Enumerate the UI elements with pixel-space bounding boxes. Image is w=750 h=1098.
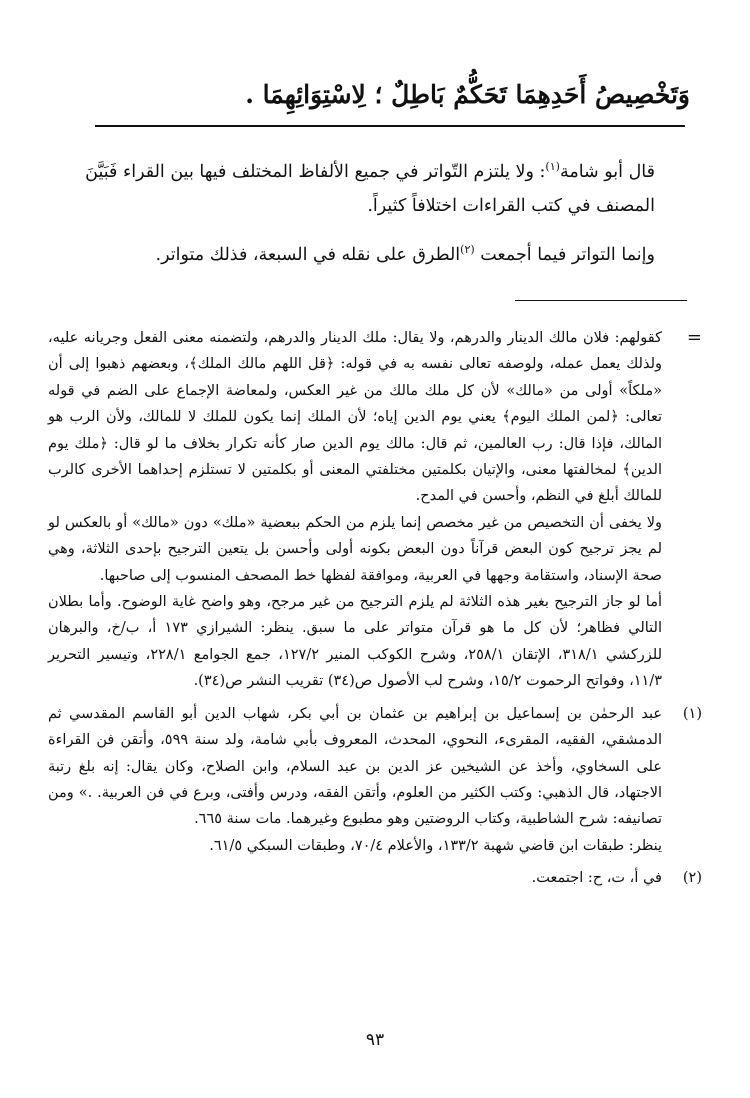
main-paragraph-1 — [75, 150, 695, 223]
footnote-2-text: في أ، ت، ح: اجتمعت. — [531, 870, 662, 887]
header-rule — [95, 125, 685, 127]
footnote-1-refs: ينظر: طبقات ابن قاضي شهبة ١٣٣/٢، والأعلام ٧٠/٤، وطبقات السبكي ٦١/٥. — [209, 837, 662, 854]
footnote-ref-2[interactable]: (٢) — [460, 242, 475, 256]
main-p1-text: قال أبو شامة — [559, 161, 655, 182]
verse-line: وَتَخْصِيصُ أَحَدِهِمَا تَحَكُّمٌ بَاطِلٌ ؛ لِاسْتِوَائِهِمَا . — [245, 80, 690, 109]
footnote-separator — [515, 300, 687, 301]
continued-note — [48, 325, 702, 695]
footnote-ref-1[interactable]: (١) — [545, 160, 560, 173]
note-paragraph-2: ولا يخفى أن التخصيص من غير مخصص إنما يلزم من الحكم ببعضية «ملك» دون «مالك» أو بالعكس لو لم يجز ترجيح كون البعض قرآناً دون البعض بكونه أولى وأحسن بل يتعين الترجيح بإحدى الثلاثة، وهي صحة الإسناد، واستقامة وجهها في العربية، وموافقة لفظها خط المصحف المنسوب إلى صاحبها. — [48, 514, 662, 584]
note-paragraph-3: أما لو جاز الترجيح بغير هذه الثلاثة لم يلزم الترجيح من غير مرجح، وهو واضح غاية الوضوح. وأما بطلان التالي فظاهر؛ لأن كل ما هو قرآن متواتر على ما سبق. ينظر: الشيرازي ١٧٣ أ، ب/خ، والبرهان للزركشي ٣١٨/١، الإتقان ٢٥٨/١، وشرح الكوكب المنير ١٢٧/٢، جمع الجوامع ٢٢٨/١، وتيسير التحرير ١١/٣، وفواتح الرحموت ١٥/٢، وشرح لب الأصول ص(٣٤) تقريب النشر ص(٣٤). — [48, 594, 663, 690]
main-p2-text-cont: الطرق على نقله في السبعة، فذلك متواتر. — [155, 244, 461, 265]
main-p1-text-cont: : ولا يلتزم التّواتر في جميع الألفاظ المختلف فيها بين القراء فَبَيَّنَ المصنف في كتب القراءات اختلافاً كثيراً. — [85, 161, 655, 216]
main-text — [75, 150, 695, 282]
footnote-1 — [48, 701, 702, 859]
main-p2-text: وإنما التواتر فيما أجمعت — [474, 244, 655, 265]
footnotes — [48, 325, 702, 892]
continuation-marker: = — [686, 327, 702, 348]
footnote-2-number: (٢) — [682, 870, 702, 887]
main-paragraph-2 — [75, 233, 695, 272]
page-number: ٩٣ — [365, 1030, 385, 1050]
footnote-2 — [48, 865, 702, 891]
footnote-1-text: عبد الرحمٰن بن إسماعيل بن إبراهيم بن عثمان بن أبي بكر، شهاب الدين أبو القاسم المقدسي ثم الدمشقي، الفقيه، المقرىء، النحوي، المحدث، المعروف بأبي شامة، ولد سنة ٥٩٩، وأتقن فن القراءة على السخاوي، وأخذ عن الشيخين عز الدين بن عبد السلام، وابن الصلاح، وكان يقال: إنه بلغ رتبة الاجتهاد، قال الذهبي: وكتب الكثير من العلوم، وأتقن الفقه، ودرس وأفتى، وبرع في فن العربية. .» ومن تصانيفه: شرح الشاطبية، وكتاب الروضتين وهو مطبوع وغيرهما. مات سنة ٦٦٥. — [48, 705, 662, 828]
footnote-1-number: (١) — [682, 705, 702, 722]
note-paragraph-1: كقولهم: فلان مالك الدينار والدرهم، ولا يقال: ملك الدينار والدرهم، ولتضمنه معنى الفعل وجريانه عليه، ولذلك يعمل عمله، ولوصفه تعالى نفسه به في قوله: ﴿قل اللهم مالك الملك﴾، وبعضهم ذهبوا إلى أن «ملكاً» أولى من «مالك» لأن كل ملك مالك من غير العكس، ولمعاضة الإجماع على الضم في قوله تعالى: ﴿لمن الملك اليوم﴾ يعني يوم الدين إياه؛ لأن الملك إنما يكون للملك لا للمالك، ولأن الرب هو المالك، فإذا قال: رب العالمين، ثم قال: مالك يوم الدين صار كأنه تكرار بخلاف ما لو قال: ﴿ملك يوم الدين﴾ لمخالفتها معنى، والإتيان بكلمتين مختلفتي المعنى أو بكلمتين لا تستلزم إحداهما الأخرى كالرب للمالك أبلغ في النظم، وأحسن في المدح. — [48, 330, 662, 505]
